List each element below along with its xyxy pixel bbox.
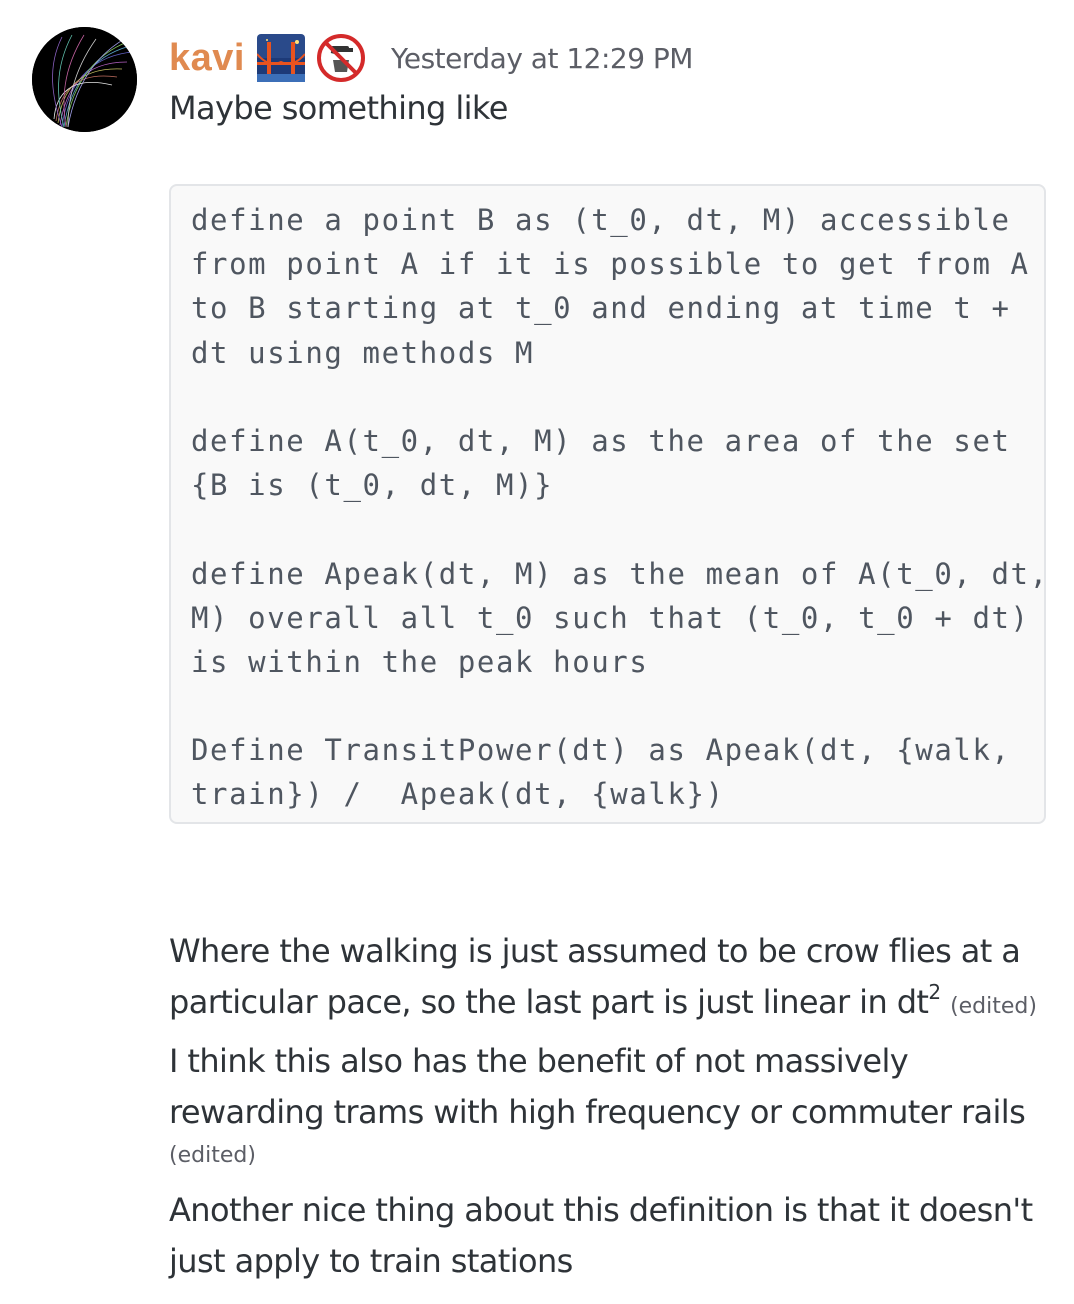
message-line: rewarding trams with high frequency or commuter rails xyxy=(169,1093,1026,1131)
edited-label[interactable]: (edited) xyxy=(169,1143,256,1168)
abstract-lines-avatar-icon xyxy=(32,27,137,132)
message-line: just apply to train stations xyxy=(169,1242,573,1280)
code-line: define Apeak(dt, M) as the mean of A(t_0, dt, xyxy=(191,556,1049,591)
code-line: define a point B as (t_0, dt, M) accessible xyxy=(191,203,1011,237)
bridge-at-night-emoji-icon xyxy=(257,34,305,82)
code-line xyxy=(191,684,1044,728)
superscript: 2 xyxy=(928,980,941,1004)
code-line: M) overall all t_0 such that (t_0, t_0 + dt) xyxy=(191,600,1030,635)
timestamp[interactable]: Yesterday at 12:29 PM xyxy=(390,41,693,75)
code-line xyxy=(191,375,1044,419)
no-drinking-water-emoji-icon xyxy=(317,34,365,82)
code-line: to B starting at t_0 and ending at time t + xyxy=(191,291,1011,326)
message-text-benefit xyxy=(169,1036,1049,1174)
message-text-first: Maybe something like xyxy=(169,89,508,127)
code-line: define A(t_0, dt, M) as the area of the set xyxy=(191,423,1011,458)
edited-label[interactable]: (edited) xyxy=(950,994,1037,1019)
username[interactable]: kavi xyxy=(169,36,245,79)
message-header xyxy=(169,30,693,86)
message-text-walking xyxy=(169,926,1049,1032)
code-line: {B is (t_0, dt, M)} xyxy=(191,468,554,503)
code-line xyxy=(191,507,1044,551)
code-line: from point A if it is possible to get from A xyxy=(191,247,1030,282)
code-line: Define TransitPower(dt) as Apeak(dt, {walk, xyxy=(191,733,1011,768)
code-line: dt using methods M xyxy=(191,335,535,370)
message-line: I think this also has the benefit of not massively xyxy=(169,1042,909,1080)
message-line xyxy=(169,977,1049,1032)
code-line: is within the peak hours xyxy=(191,644,649,679)
avatar[interactable] xyxy=(32,27,137,132)
code-line: train}) / Apeak(dt, {walk}) xyxy=(191,777,725,812)
message-line: Another nice thing about this definition is that it doesn't xyxy=(169,1191,1033,1229)
message-text-definition xyxy=(169,1185,1049,1287)
code-block xyxy=(169,184,1049,824)
message-line: Where the walking is just assumed to be crow flies at a xyxy=(169,932,1021,970)
message-line-text: particular pace, so the last part is just linear in dt xyxy=(169,983,929,1021)
